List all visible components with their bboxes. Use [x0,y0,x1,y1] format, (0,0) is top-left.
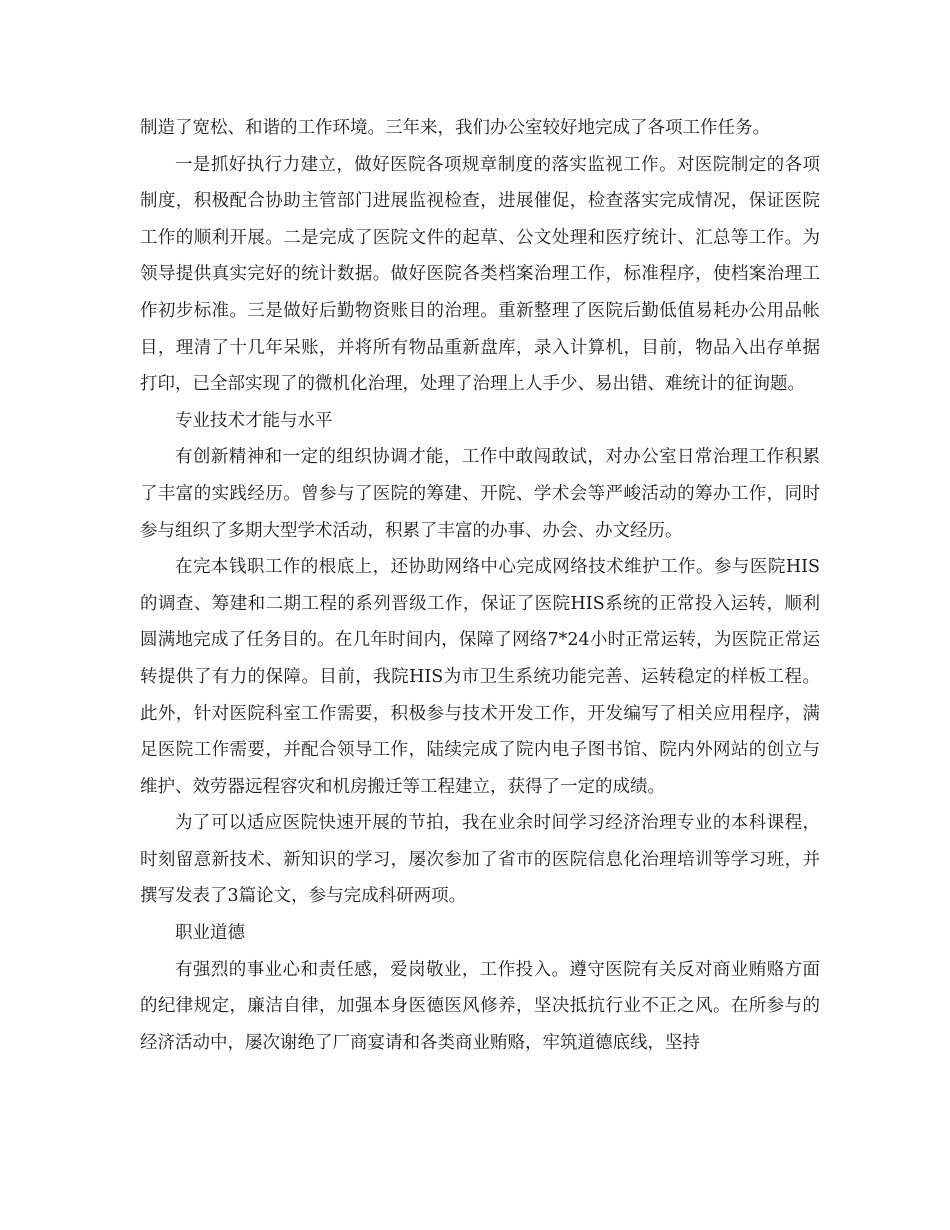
section-heading-professional-skills: 专业技术才能与水平 [175,410,333,431]
paragraph-ethics: 有强烈的事业心和责任感，爱岗敬业，工作投入。遵守医院有关反对商业贿赂方面的纪律规定，廉洁自律，加强本身医德医风修养，坚决抵抗行业不正之风。在所参与的经济活动中，屡次谢绝了厂商宴请和各类商业贿赂，牢筑道德底线，坚持 [140,959,820,1053]
paragraph-office-work: 一是抓好执行力建立，做好医院各项规章制度的落实监视工作。对医院制定的各项制度，积极配合协助主管部门进展监视检查，进展催促，检查落实完成情况，保证医院工作的顺利开展。二是完成了医院文件的起草、公文处理和医疗统计、汇总等工作。为领导提供真实完好的统计数据。做好医院各类档案治理工作，标准程序，使档案治理工作初步标准。三是做好后勤物资账目的治理。重新整理了医院后勤低值易耗办公用品帐目，理清了十几年呆账，并将所有物品重新盘库，录入计算机，目前，物品入出存单据打印，已全部实现了的微机化治理，处理了治理上人手少、易出错、难统计的征询题。 [140,154,820,395]
paragraph-study: 为了可以适应医院快速开展的节拍，我在业余时间学习经济治理专业的本科课程，时刻留意新技术、新知识的学习，屡次参加了省市的医院信息化治理培训等学习班，并撰写发表了3篇论文，参与完成科研两项。 [140,813,820,907]
document-body [140,110,820,1061]
paragraph-continuation: 制造了宽松、和谐的工作环境。三年来，我们办公室较好地完成了各项工作任务。 [140,118,770,138]
section-heading-professional-ethics: 职业道德 [175,923,245,944]
paragraph-coordination: 有创新精神和一定的组织协调才能，工作中敢闯敢试，对办公室日常治理工作积累了丰富的实践经历。曾参与了医院的筹建、开院、学术会等严峻活动的筹办工作，同时参与组织了多期大型学术活动，积累了丰富的办事、办会、办文经历。 [140,447,820,541]
paragraph-network-maintenance: 在完本钱职工作的根底上，还协助网络中心完成网络技术维护工作。参与医院HIS的调查、筹建和二期工程的系列晋级工作，保证了医院HIS系统的正常投入运转，顺利圆满地完成了任务目的。在几年时间内，保障了网络7*24小时正常运转，为医院正常运转提供了有力的保障。目前，我院HIS为市卫生系统功能完善、运转稳定的样板工程。此外，针对医院科室工作需要，积极参与技术开发工作，开发编写了相关应用程序，满足医院工作需要，并配合领导工作，陆续完成了院内电子图书馆、院内外网站的创立与维护、效劳器远程容灾和机房搬迁等工程建立，获得了一定的成绩。 [140,557,820,797]
